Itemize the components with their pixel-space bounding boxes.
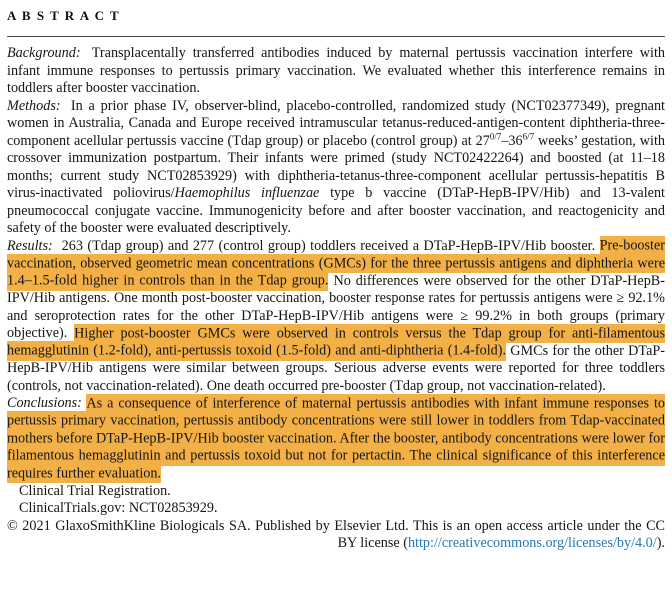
methods-text-4: type b vaccine (DTaP-HepB-IPV/Hib) and 13-valent pneumococcal conjugate vaccine. Immunogenicity before and after booster vaccination, and reactogenicity and safety of the booster were evaluated descriptively. (7, 185, 666, 236)
gestation-superscript-2: 6/7 (522, 130, 535, 141)
paragraph-background (7, 45, 665, 98)
copyright-text-end: ). (656, 535, 665, 551)
methods-label: Methods: (7, 97, 61, 114)
heading-divider (7, 36, 665, 37)
gestation-superscript-1: 0/7 (489, 130, 502, 141)
species-name-italic: Haemophilus influenzae (174, 185, 320, 201)
results-text-1: 263 (Tdap group) and 277 (control group) toddlers received a DTaP-HepB-IPV/Hib booster. (57, 237, 600, 254)
methods-text-2: –36 (501, 132, 523, 149)
methods-text-3: weeks’ gestation, with crossover immunization postpartum. Their infants were primed (study NCT02422264) and boosted (at 11–18 months; current study NCT02853929) with diphtheria-tetanus-three-component acellular pertussis-hepatitis B virus-inactivated poliovirus/ (7, 132, 665, 201)
conclusions-highlight: As a consequence of interference of maternal pertussis antibodies with infant immune responses to pertussis primary vaccination, pertussis antibody concentrations were still lower in toddlers from Tdap-vaccinated mothers before DTaP-HepB-IPV/Hib booster vaccination. After the booster, antibody concentrations were lower for filamentous hemagglutinin and pertussis toxoid but not for pertactin. The clinical significance of this interference requires further evaluation. (7, 395, 665, 481)
results-text-3: GMCs for the other DTaP-HepB-IPV/Hib antigens were similar between groups. Serious adverse events were reported for three toddlers (controls, not vaccination-related). One death occurred pre-booster (Tdap group, not vaccination-related). (7, 342, 665, 394)
background-text: Transplacentally transferred antibodies induced by maternal pertussis vaccination interfere with infant immune responses to pertussis primary vaccination. We evaluated whether this interference remains in toddlers after booster vaccination. (7, 45, 665, 96)
conclusions-label: Conclusions: (7, 395, 82, 411)
registration-line: Clinical Trial Registration. (19, 482, 171, 499)
results-highlight-2: Higher post-booster GMCs were observed in controls versus the Tdap group for anti-filamentous hemagglutinin (1.2-fold), anti-pertussis toxoid (1.5-fold) and anti-diphtheria (1.4-fold). (7, 325, 665, 359)
results-label: Results: (7, 237, 53, 254)
paragraph-results (7, 238, 665, 396)
nct-line: ClinicalTrials.gov: NCT02853929. (19, 500, 218, 516)
results-text-2: No differences were observed for the other DTaP-HepB-IPV/Hib antigens. One month post-booster vaccination, booster response rates for pertussis antigens were ≥ 92.1% and seroprotection rates for the other DTaP-HepB-IPV/Hib antigens were ≥ 99.2% in both groups (primary objective). (7, 272, 665, 341)
results-highlight-1: Pre-booster vaccination, observed geometric mean concentrations (GMCs) for the three pertussis antigens and diphtheria were 1.4–1.5-fold higher in controls than in the Tdap group. (7, 237, 665, 289)
paragraph-methods (7, 98, 665, 238)
methods-text-1: In a prior phase IV, observer-blind, placebo-controlled, randomized study (NCT02377349), pregnant women in Australia, Canada and Europe received intramuscular tetanus-reduced-antigen-content diphtheria-three-component acellular pertussis vaccine (Tdap group) or placebo (control group) at 27 (7, 97, 665, 149)
paragraph-conclusions (7, 395, 665, 483)
cc-by-license-link[interactable]: http://creativecommons.org/licenses/by/4.0/ (407, 535, 657, 551)
copyright-text: © 2021 GlaxoSmithKline Biologicals SA. Published by Elsevier Ltd. This is an open access article under the CC BY license ( (7, 517, 665, 551)
abstract-body (7, 45, 665, 553)
background-label: Background: (7, 45, 81, 61)
copyright-line (7, 518, 665, 553)
abstract-heading: A B S T R A C T (7, 8, 121, 23)
